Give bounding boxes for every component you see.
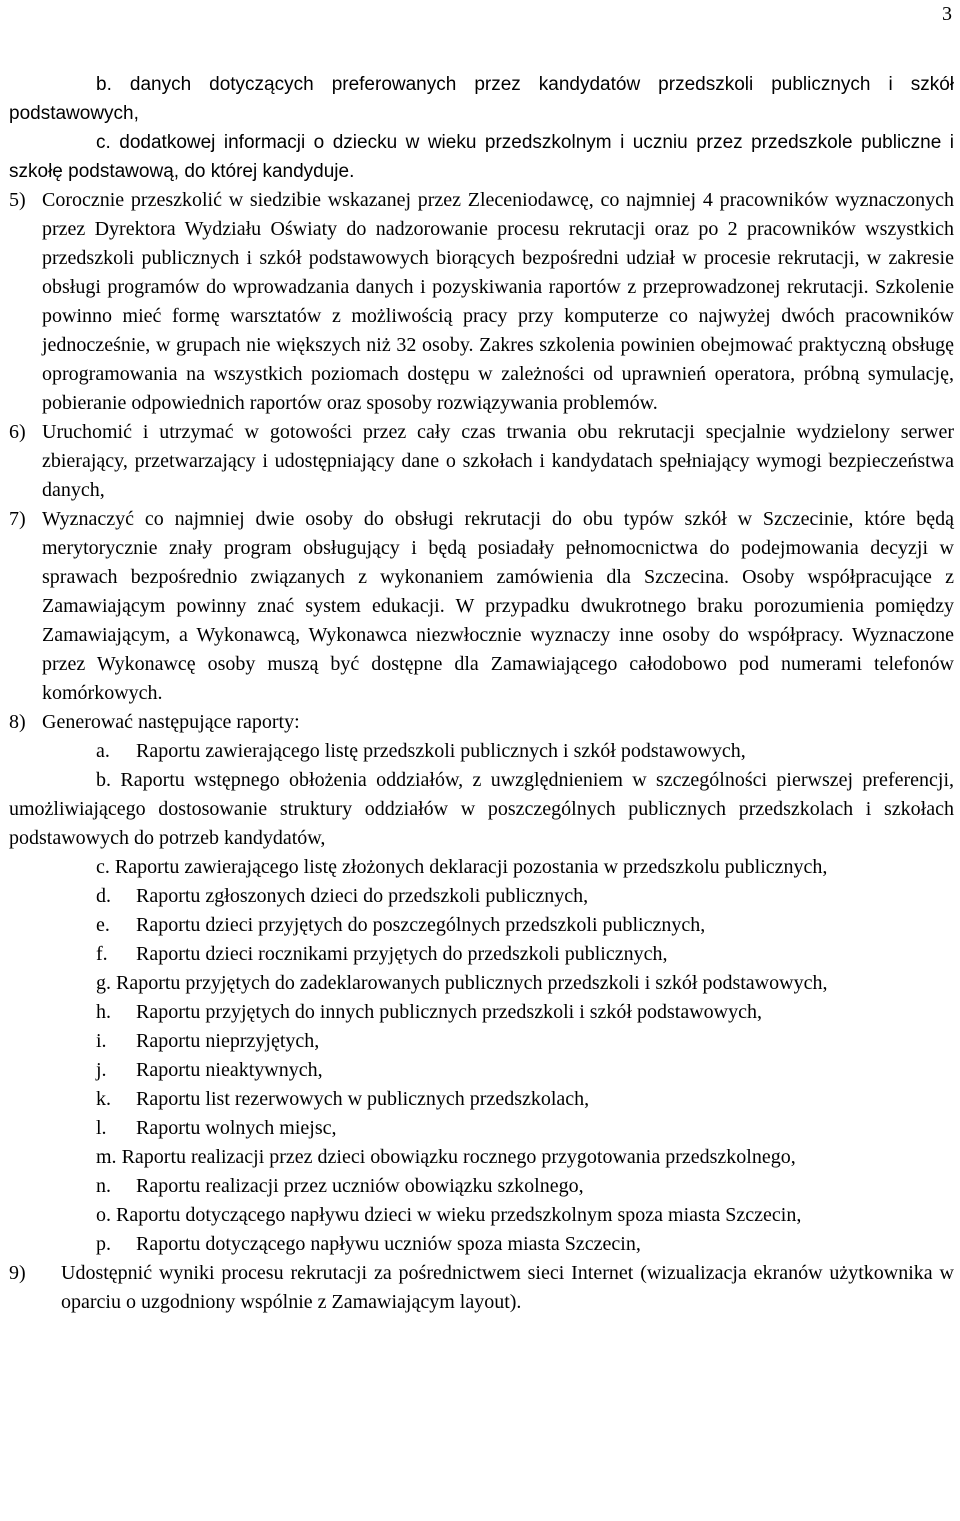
item-text: Raportu zawierającego listę przedszkoli publicznych i szkół podstawowych, [136, 740, 746, 762]
report-item-p [9, 1230, 954, 1259]
report-item-n [9, 1172, 954, 1201]
item-number: 5) [9, 189, 26, 211]
item-text: Raportu zawierającego listę złożonych deklaracji pozostania w przedszkolu publicznych, [114, 856, 828, 878]
report-item-f [9, 940, 954, 969]
numbered-item-9 [9, 1259, 954, 1317]
document-body [9, 70, 954, 1317]
report-item-m [9, 1143, 954, 1172]
item-text: Wyznaczyć co najmniej dwie osoby do obsługi rekrutacji do obu typów szkół w Szczecinie, które będą merytorycznie znały program obsługujący i będą posiadały pełnomocnictwa do podejmowania decyzji w sprawach bezpośrednio związanych z wykonaniem zamówienia dla Szczecina. Osoby współpracujące z Zamawiającym powinny znać system edukacji. W przypadku dwukrotnego braku porozumienia pomiędzy Zamawiającym, a Wykonawcą, Wykonawca niezwłocznie wyznaczy inne osoby do współpracy. Wyznaczone przez Wykonawcę osoby muszą być dostępne dla Zamawiającego całodobowo pod numerami telefonów komórkowych. [42, 508, 954, 704]
report-item-g [9, 969, 954, 998]
item-text: Raportu realizacji przez uczniów obowiązku szkolnego, [136, 1175, 584, 1197]
item-text: Raportu zgłoszonych dzieci do przedszkoli publicznych, [136, 885, 589, 907]
report-item-h [9, 998, 954, 1027]
continuation-item-c [9, 128, 954, 186]
item-text: Raportu wstępnego obłożenia oddziałów, z uwzględnieniem w szczególności pierwszej preferencji, umożliwiającego dostosowanie struktury oddziałów w poszczególnych publicznych przedszkolach i szkołach podstawowych do potrzeb kandydatów, [9, 769, 955, 849]
item-label: p. [96, 1233, 111, 1255]
report-item-e [9, 911, 954, 940]
item-text: Raportu dotyczącego napływu dzieci w wieku przedszkolnym spoza miasta Szczecin, [116, 1204, 802, 1226]
item-label: f. [96, 943, 108, 965]
item-label: g. [96, 972, 111, 994]
item-text: Raportu dzieci przyjętych do poszczególnych przedszkoli publicznych, [136, 914, 706, 936]
item-label: o. [96, 1204, 111, 1226]
item-label: h. [96, 1001, 111, 1023]
item-text: Uruchomić i utrzymać w gotowości przez cały czas trwania obu rekrutacji specjalnie wydzielony serwer zbierający, przetwarzający i udostępniający dane o szkołach i kandydatach spełniający wymogi bezpieczeństwa danych, [42, 421, 954, 501]
item-number: 6) [9, 421, 26, 443]
item-text: Generować następujące raporty: [42, 711, 300, 733]
item-label: n. [96, 1175, 111, 1197]
item-number: 8) [9, 711, 26, 733]
report-item-o [9, 1201, 954, 1230]
item-number: 7) [9, 508, 26, 530]
item-label: d. [96, 885, 111, 907]
item-text: Raportu nieprzyjętych, [136, 1030, 320, 1052]
item-label: j. [96, 1059, 107, 1081]
numbered-item-6 [9, 418, 954, 505]
report-item-c [9, 853, 954, 882]
item-label: e. [96, 914, 110, 936]
item-label: l. [96, 1117, 107, 1139]
report-item-j [9, 1056, 954, 1085]
item-label: c. [96, 132, 111, 153]
page-number: 3 [942, 3, 952, 25]
item-text: danych dotyczących preferowanych przez kandydatów przedszkoli publicznych i szkół podstawowych, [9, 74, 955, 124]
item-text: Raportu realizacji przez dzieci obowiązku rocznego przygotowania przedszkolnego, [121, 1146, 796, 1168]
item-text: Corocznie przeszkolić w siedzibie wskazanej przez Zleceniodawcę, co najmniej 4 pracowników wyznaczonych przez Dyrektora Wydziału Oświaty do nadzorowanie procesu rekrutacji oraz po 2 pracowników wszystkich przedszkoli publicznych i szkół podstawowych biorących bezpośredni udział w procesie rekrutacji, w zakresie obsługi programów do wprowadzania danych i pozyskiwania raportów z przeprowadzonej rekrutacji. Szkolenie powinno mieć formę warsztatów z możliwością pracy przy komputerze co najwyżej dwóch pracowników jednocześnie, w grupach nie większych niż 32 osoby. Zakres szkolenia powinien obejmować praktyczną obsługę oprogramowania na wszystkich poziomach dostępu w zależności od uprawnień operatora, próbną symulację, pobieranie odpowiednich raportów oraz sposoby rozwiązywania problemów. [42, 189, 954, 414]
item-text: Udostępnić wyniki procesu rekrutacji za pośrednictwem sieci Internet (wizualizacja ekranów użytkownika w oparciu o uzgodniony wspólnie z Zamawiającym layout). [61, 1262, 954, 1313]
item-label: i. [96, 1030, 107, 1052]
numbered-item-7 [9, 505, 954, 708]
item-number: 9) [9, 1262, 26, 1284]
item-text: Raportu list rezerwowych w publicznych przedszkolach, [136, 1088, 590, 1110]
report-item-i [9, 1027, 954, 1056]
report-item-k [9, 1085, 954, 1114]
item-text: Raportu przyjętych do innych publicznych przedszkoli i szkół podstawowych, [136, 1001, 762, 1023]
continuation-item-b [9, 70, 954, 128]
numbered-item-8 [9, 708, 954, 737]
report-item-d [9, 882, 954, 911]
report-item-l [9, 1114, 954, 1143]
item-text: Raportu przyjętych do zadeklarowanych publicznych przedszkoli i szkół podstawowych, [116, 972, 828, 994]
item-text: dodatkowej informacji o dziecku w wieku przedszkolnym i uczniu przez przedszkole publiczne i szkołę podstawową, do której kandyduje. [9, 132, 955, 182]
item-text: Raportu nieaktywnych, [136, 1059, 323, 1081]
item-label: b. [96, 74, 112, 95]
report-item-b [9, 766, 954, 853]
item-label: k. [96, 1088, 111, 1110]
report-item-a [9, 737, 954, 766]
item-label: m. [96, 1146, 117, 1168]
item-label: b. [96, 769, 111, 791]
numbered-item-5 [9, 186, 954, 418]
item-label: a. [96, 740, 110, 762]
item-text: Raportu wolnych miejsc, [136, 1117, 337, 1139]
item-text: Raportu dotyczącego napływu uczniów spoza miasta Szczecin, [136, 1233, 641, 1255]
item-text: Raportu dzieci rocznikami przyjętych do przedszkoli publicznych, [136, 943, 668, 965]
item-label: c. [96, 856, 110, 878]
